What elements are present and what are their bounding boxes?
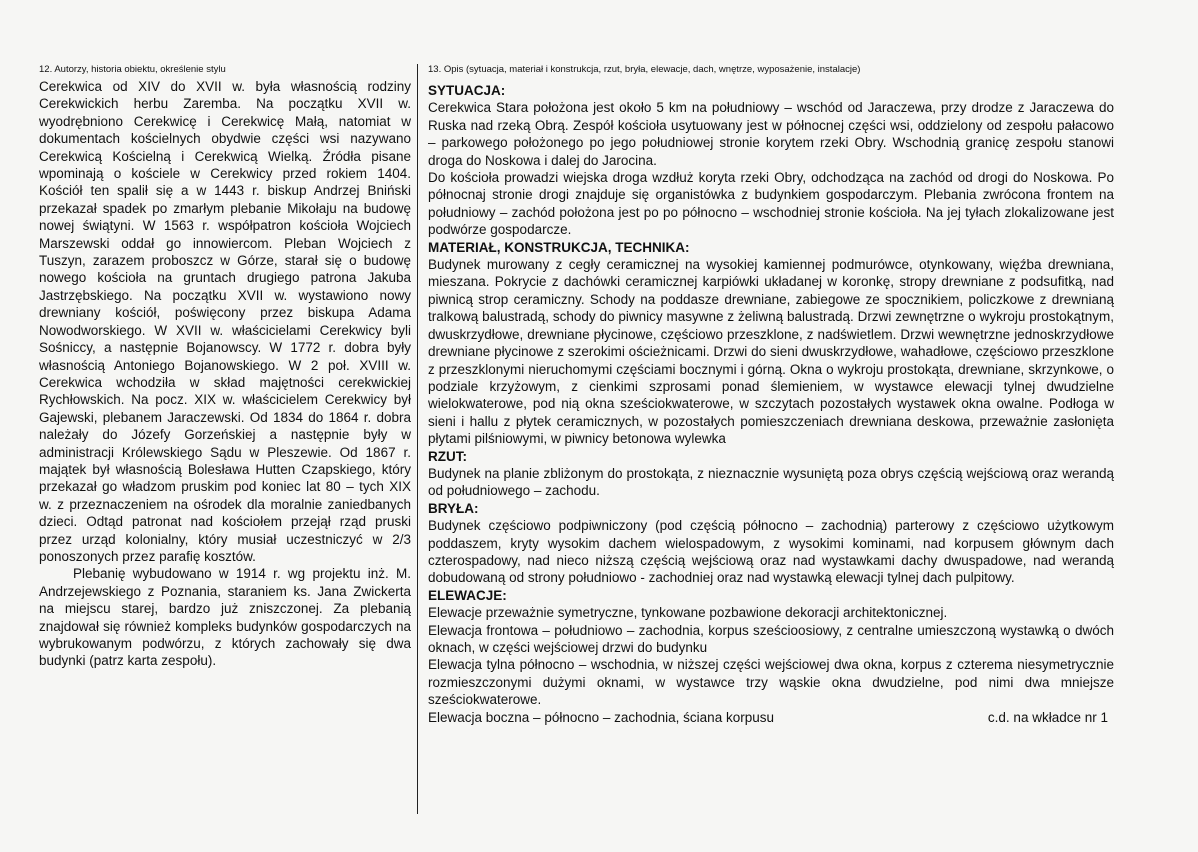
section-title-material: MATERIAŁ, KONSTRUKCJA, TECHNIKA: — [428, 239, 690, 255]
section-title-elewacje: ELEWACJE: — [428, 587, 507, 603]
elewacje-paragraph-3: Elewacja tylna północno – wschodnia, w niższej części wejściowej dwa okna, korpus z czterema niesymetrycznie rozmieszczonymi dużymi oknami, w wystawce trzy wąskie okna dwudzielne, pod nimi dwa mniejsze sześciokwaterowe. — [428, 657, 1114, 708]
rzut-paragraph: Budynek na planie zbliżonym do prostokąta, z nieznacznie wysuniętą poza obrys częścią wejściową oraz werandą od południowego – zachodu. — [428, 465, 1114, 499]
history-paragraph-2: Plebanię wybudowano w 1914 r. wg projektu inż. M. Andrzejewskiego z Poznania, staraniem ks. Jana Zwickerta na miejscu starej, bardzo już zniszczonej. Za plebanią znajdował się również kompleks budynków gospodarczych na wybrukowanym podwórzu, z których zachowały się dwa budynki (patrz karta zespołu). — [39, 566, 411, 669]
description-text — [424, 82, 1116, 726]
description-column — [424, 64, 1116, 824]
history-text — [35, 78, 417, 670]
section-title-sytuacja: SYTUACJA: — [428, 83, 506, 98]
history-column — [35, 64, 418, 814]
elewacje-paragraph-4: Elewacja boczna – północno – zachodnia, ściana korpusu — [428, 709, 774, 725]
sytuacja-paragraph-2: Do kościoła prowadzi wiejska droga wzdłuż koryta rzeki Obry, odchodząca na zachód od drogi do Noskowa. Po północnaj stronie drogi znajduje się organistówka z budynkiem gospodarczym. Plebania zwrócona frontem na południowy – zachód położona jest po po północno – wschodniej stronie kościoła. Na jej tyłach zlokalizowane jest podwórze gospodarcze. — [428, 170, 1114, 238]
section-title-bryla: BRYŁA: — [428, 500, 479, 516]
history-heading: 12. Autorzy, historia obiektu, określenie stylu — [39, 64, 226, 75]
elewacje-paragraph-2: Elewacja frontowa – południowo – zachodnia, korpus sześcioosiowy, z centralne umieszczoną wystawką o dwóch oknach, w części wejściowej drzwi do budynku — [428, 622, 1114, 655]
bryla-paragraph: Budynek częściowo podpiwniczony (pod częścią północno – zachodnią) parterowy z częściowo użytkowym poddaszem, kryty wysokim dachem wielospadowym, z wysokimi kominami, nad korpusem głównym dach czterospadowy, nad nieco niższą częścią wejściową oraz nad wystawkami dachy dwuspadowe, nad werandą dobudowaną od strony południowo - zachodniej oraz nad wystawką elewacji tylnej dach pulpitowy. — [428, 518, 1114, 586]
sytuacja-paragraph-1: Cerekwica Stara położona jest około 5 km na południowy – wschód od Jaraczewa, przy drodze z Jaraczewa do Ruska nad rzeką Obrą. Zespół kościoła usytuowany jest w północnej części wsi, oddzielony od zespołu pałacowo – parkowego położonego po jego południowej stronie korytem rzeki Obry. Wschodnią granicę zespołu stanowi droga do Noskowa i dalej do Jarocina. — [428, 100, 1114, 168]
section-title-rzut: RZUT: — [428, 448, 467, 464]
history-paragraph-1: Cerekwica od XIV do XVII w. była własnością rodziny Cerekwickich herbu Zaremba. Na początku XVII w. wyodrębniono Cerekwicę i Cerekwicę Małą, natomiat w dokumentach kościelnych obydwie części wsi nazywano Cerekwicą Kościelną i Cerekwicą Wielką. Źródła pisane wpominają o kościele w Cerekwicy przed rokiem 1404. Kościół ten spalił się a w 1443 r. biskup Andrzej Bniński przekazał spadek po zmarłym plebanie Mikołaju na budowę nowej świątyni. W 1563 r. współpatron kościoła Wojciech Marszewski oddał go innowiercom. Pleban Wojciech z Tuszyn, zarazem proboszcz w Górze, starał się o budowę nowego kościoła na gruntach drugiego patrona Jakuba Jastrzębskiego. Na początku XVII w. wystawiono nowy drewniany kościół, poświęcony przez biskupa Adama Nowodworskiego. W XVII w. właścicielami Cerekwicy byli Sośniccy, a następnie Bojanowscy. W 1772 r. dobra były własnością Antoniego Bojanowskiego. W 2 poł. XVIII w. Cerekwica wchodziła w skład majętności cerekwickiej Rychłowskich. Na pocz. XIX w. właścicielem Cerekwicy był Gajewski, plebanem Jaraczewski. Od 1834 do 1864 r. dobra należały do Józefy Gorzeńskiej a następnie były w administracji Królewskiego Sądu w Pleszewie. Od 1867 r. majątek był własnością Bolesława Hutten Czapskiego, który przekazał go władzom pruskim pod koniec lat 80 – tych XIX w. z przeznaczeniem na ośrodek dla moralnie zaniedbanych dzieci. Odtąd patronat nad kościołem przejął rząd pruski przez urząd kolonialny, który musiał uczestniczyć w 2/3 ponoszonych przez parafię kosztów. — [39, 79, 411, 564]
description-heading: 13. Opis (sytuacja, materiał i konstrukcja, rzut, bryła, elewacje, dach, wnętrze, wyposażenie, instalacje) — [428, 64, 861, 75]
elewacje-last-line — [428, 709, 1114, 726]
material-paragraph: Budynek murowany z cegły ceramicznej na wysokiej kamiennej podmurówce, otynkowany, więźba drewniana, mieszana. Pokrycie z dachówki ceramicznej karpiówki układanej w koronkę, stropy drewniane z podsufitką, nad piwnicą strop ceramiczny. Schody na poddasze drewniane, zabiegowe ze spocznikiem, policzkowe z drewnianą tralkową balustradą, schody do piwnicy masywne z żeliwną balustradą. Drzwi zewnętrzne o wykroju prostokątnym, dwuskrzydłowe, drewniane płycinowe, częściowo przeszklone, z nadświetlem. Drzwi wewnętrzne jednoskrzydłowe drewniane płycinowe z szerokimi ościeżnicami. Drzwi do sieni dwuskrzydłowe, wahadłowe, częściowo przeszklone z przeszklonymi nieruchomymi częściami bocznymi i górną. Okna o wykroju prostokąta, drewniane, skrzynkowe, o podziale krzyżowym, z cienkimi szprosami ponad ślemieniem, w wystawce elewacji tylnej dwudzielne wielokwaterowe, pod nią okna sześciokwaterowe, w szczytach pozostałych wystawek okna owalne. Podłoga w sieni i hallu z płytek ceramicznych, w pozostałych pomieszczeniach drewniana deskowa, przeważnie zasłonięta płytami pilśniowymi, w piwnicy betonowa wylewka — [428, 257, 1114, 447]
elewacje-paragraph-1: Elewacje przeważnie symetryczne, tynkowane pozbawione dekoracji architektonicznej. — [428, 605, 948, 621]
continued-note: c.d. na wkładce nr 1 — [987, 709, 1108, 725]
